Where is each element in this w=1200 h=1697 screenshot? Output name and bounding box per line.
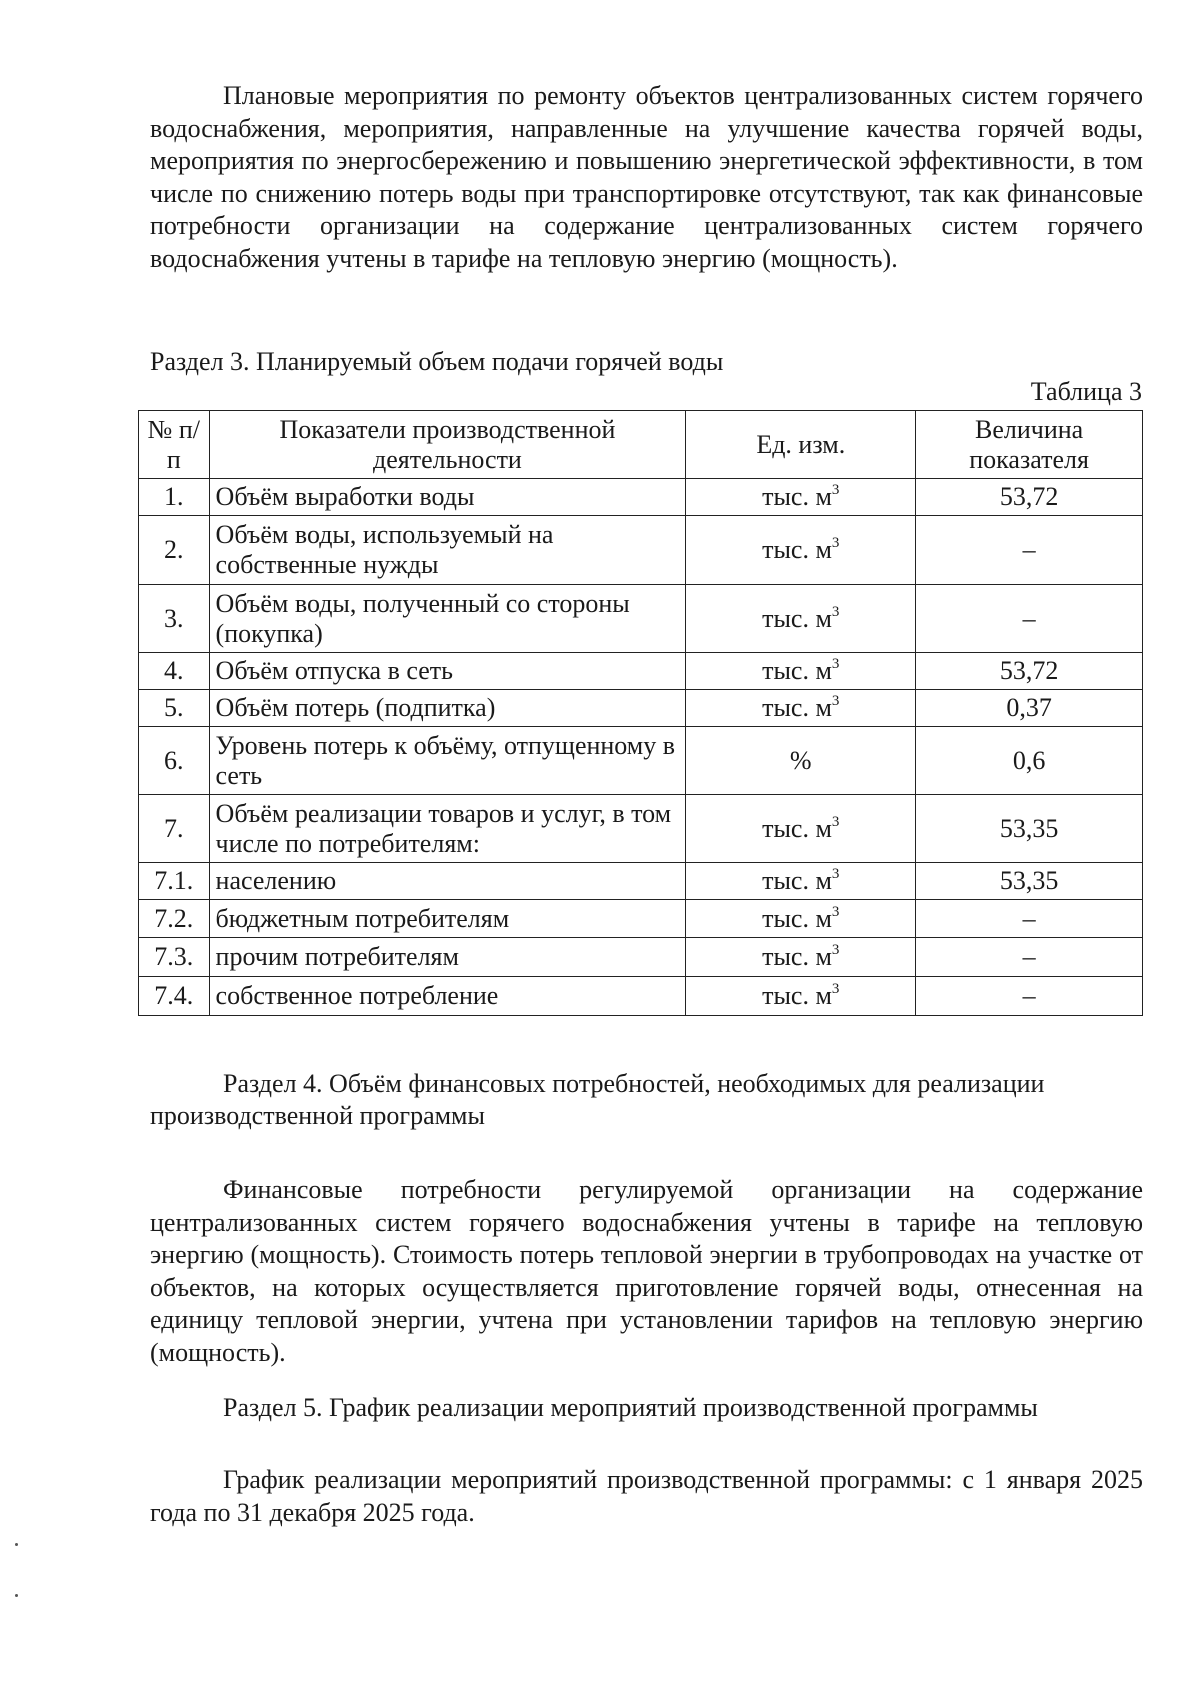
cell-value: 53,35 <box>916 795 1143 863</box>
unit-exponent: 3 <box>831 656 840 672</box>
header-unit: Ед. изм. <box>686 411 916 479</box>
cell-value: 0,37 <box>916 690 1143 727</box>
cell-num: 1. <box>139 479 210 516</box>
cell-unit <box>686 795 916 863</box>
cell-name: прочим потребителям <box>209 938 686 977</box>
unit-exponent: 3 <box>831 603 840 620</box>
cell-unit <box>686 479 916 516</box>
cell-num: 6. <box>139 727 210 795</box>
table-row <box>139 863 1143 900</box>
table-row <box>139 653 1143 690</box>
cell-value: – <box>916 977 1143 1016</box>
cell-num: 7. <box>139 795 210 863</box>
table-row <box>139 900 1143 938</box>
cell-unit <box>686 727 916 795</box>
cell-value: 0,6 <box>916 727 1143 795</box>
cell-unit <box>686 900 916 938</box>
unit-text: тыс. м <box>762 866 832 895</box>
cell-unit <box>686 516 916 585</box>
scan-speck <box>15 1594 18 1597</box>
cell-unit <box>686 690 916 727</box>
unit-text: % <box>789 745 812 775</box>
table-header-row <box>139 411 1143 479</box>
cell-name: собственное потребление <box>209 977 686 1016</box>
unit-text: тыс. м <box>762 656 832 685</box>
cell-value: – <box>916 938 1143 977</box>
unit-exponent: 3 <box>831 535 840 551</box>
cell-name: бюджетным потребителям <box>209 900 686 938</box>
scan-speck <box>15 1543 18 1546</box>
cell-num: 3. <box>139 585 210 653</box>
unit-text: тыс. м <box>762 903 832 933</box>
unit-text: тыс. м <box>762 942 832 971</box>
cell-unit <box>686 585 916 653</box>
table-row <box>139 516 1143 585</box>
cell-num: 7.4. <box>139 977 210 1016</box>
unit-exponent: 3 <box>831 482 840 498</box>
unit-text: тыс. м <box>762 603 832 633</box>
unit-text: тыс. м <box>762 482 832 511</box>
cell-name: Объём отпуска в сеть <box>209 653 686 690</box>
table-row <box>139 938 1143 977</box>
cell-value: – <box>916 900 1143 938</box>
cell-unit <box>686 863 916 900</box>
section5-heading: Раздел 5. График реализации мероприятий производственной программы <box>223 1393 1038 1422</box>
cell-num: 5. <box>139 690 210 727</box>
intro-paragraph: Плановые мероприятия по ремонту объектов централизованных систем горячего водоснабжения, мероприятия, направленные на улучшение качества горячей воды, мероприятия по энергосбережению и повышению энергетической эффективности, в том числе по снижению потерь воды при транспортировке отсутствуют, так как финансовые потребности организации на содержание централизованных систем горячего водоснабжения учтены в тарифе на тепловую энергию (мощность). <box>150 81 1143 273</box>
production-table <box>138 410 1143 1016</box>
cell-num: 4. <box>139 653 210 690</box>
cell-value: 53,72 <box>916 479 1143 516</box>
cell-value: – <box>916 585 1143 653</box>
table-row <box>139 585 1143 653</box>
table-row <box>139 795 1143 863</box>
unit-text: тыс. м <box>762 813 832 843</box>
cell-name: Уровень потерь к объёму, отпущенному в сеть <box>209 727 686 795</box>
section4-paragraph: Финансовые потребности регулируемой организации на содержание централизованных систем горячего водоснабжения учтены в тарифе на тепловую энергию (мощность). Стоимость потерь тепловой энергии в трубопроводах на участке от объектов, на которых осуществляется приготовление горячей воды, отнесенная на единицу тепловой энергии, учтена при установлении тарифов на тепловую энергию (мощность). <box>150 1175 1143 1367</box>
cell-name: Объём потерь (подпитка) <box>209 690 686 727</box>
header-value: Величина показателя <box>916 411 1143 479</box>
unit-text: тыс. м <box>762 693 832 722</box>
unit-exponent: 3 <box>831 866 840 882</box>
table-body <box>139 479 1143 1016</box>
cell-value: 53,72 <box>916 653 1143 690</box>
cell-name: Объём воды, полученный со стороны (покупка) <box>209 585 686 653</box>
table-row <box>139 479 1143 516</box>
cell-num: 7.3. <box>139 938 210 977</box>
unit-exponent: 3 <box>831 942 840 958</box>
unit-exponent: 3 <box>831 981 840 997</box>
section3-heading: Раздел 3. Планируемый объем подачи горячей воды <box>150 347 724 376</box>
header-name: Показатели производственной деятельности <box>209 411 686 479</box>
unit-exponent: 3 <box>831 813 840 830</box>
table-label: Таблица 3 <box>1030 377 1142 406</box>
cell-unit <box>686 938 916 977</box>
section4-heading: Раздел 4. Объём финансовых потребностей, необходимых для реализации производственной программы <box>150 1069 1045 1130</box>
cell-unit <box>686 977 916 1016</box>
cell-name: Объём воды, используемый на собственные нужды <box>209 516 686 585</box>
unit-text: тыс. м <box>762 981 832 1010</box>
section5-paragraph: График реализации мероприятий производственной программы: с 1 января 2025 года по 31 декабря 2025 года. <box>150 1465 1143 1527</box>
cell-value: 53,35 <box>916 863 1143 900</box>
cell-num: 7.2. <box>139 900 210 938</box>
cell-name: Объём реализации товаров и услуг, в том числе по потребителям: <box>209 795 686 863</box>
cell-value: – <box>916 516 1143 585</box>
cell-num: 7.1. <box>139 863 210 900</box>
table-row <box>139 977 1143 1016</box>
table-row <box>139 690 1143 727</box>
cell-name: населению <box>209 863 686 900</box>
unit-exponent: 3 <box>831 693 840 709</box>
header-num: № п/п <box>139 411 210 479</box>
cell-unit <box>686 653 916 690</box>
unit-exponent: 3 <box>831 903 840 920</box>
cell-name: Объём выработки воды <box>209 479 686 516</box>
cell-num: 2. <box>139 516 210 585</box>
unit-text: тыс. м <box>762 535 832 564</box>
table-row <box>139 727 1143 795</box>
